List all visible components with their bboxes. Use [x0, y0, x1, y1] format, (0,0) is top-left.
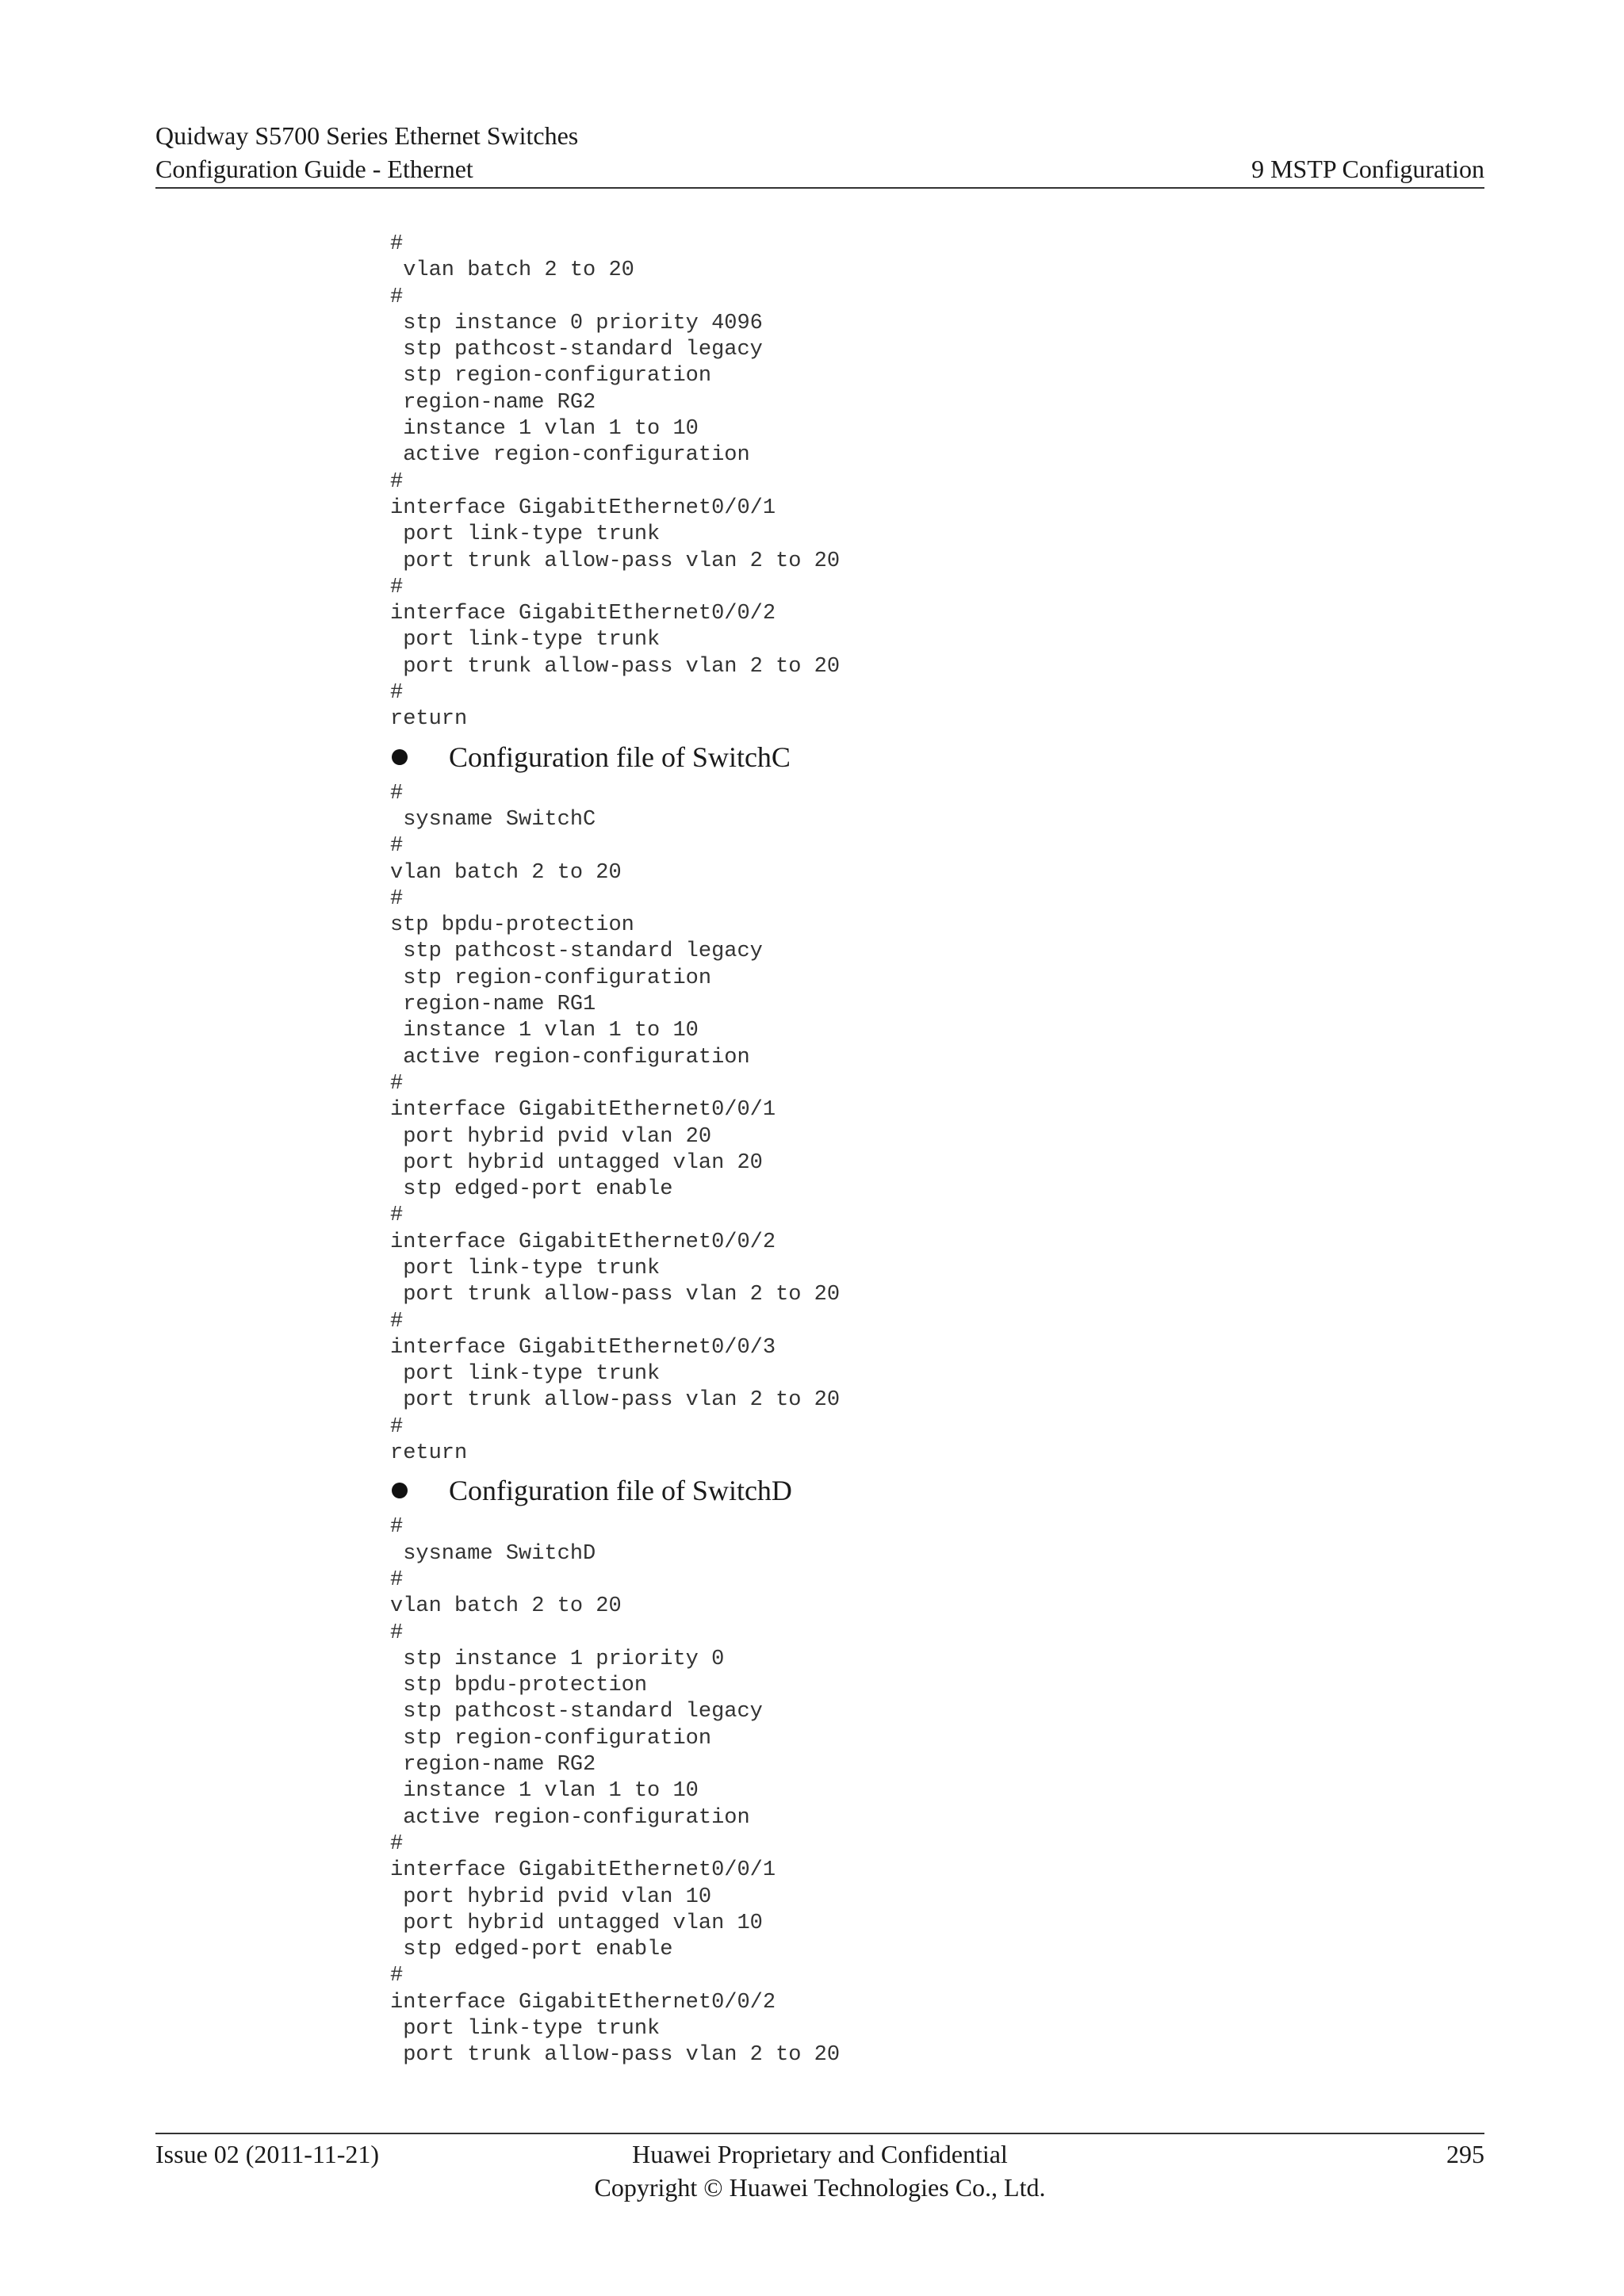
footer-center — [155, 2137, 1484, 2204]
code-block-switchc: # sysname SwitchC # vlan batch 2 to 20 # stp bpdu-protection stp pathcost-standard legacy stp region-configuration region-name RG1 instance 1 vlan 1 to 10 active region-configuration # interface GigabitEthernet0/0/1 port hybrid pvid vlan 20 port hybrid untagged vlan 20 stp edged-port enable # interface GigabitEthernet0/0/2 port link-type trunk port trunk allow-pass vlan 2 to 20 # interface GigabitEthernet0/0/3 port link-type trunk port trunk allow-pass vlan 2 to 20 # return — [390, 781, 841, 1466]
bullet-item-switchd — [390, 1467, 1421, 1514]
bullet-icon — [392, 1483, 408, 1498]
document-body — [390, 232, 1421, 2069]
page-number: 295 — [1446, 2140, 1484, 2168]
page-footer — [155, 2133, 1484, 2214]
header-chapter-title: 9 MSTP Configuration — [1251, 155, 1484, 183]
footer-issue: Issue 02 (2011-11-21) — [155, 2140, 380, 2168]
bullet-label: Configuration file of SwitchD — [449, 1475, 792, 1507]
footer-copyright: Copyright © Huawei Technologies Co., Ltd. — [594, 2173, 1046, 2202]
header-product-title: Quidway S5700 Series Ethernet Switches — [155, 121, 579, 150]
code-block-switchd: # sysname SwitchD # vlan batch 2 to 20 # stp instance 1 priority 0 stp bpdu-protection stp pathcost-standard legacy stp region-configuration region-name RG2 instance 1 vlan 1 to 10 active region-configuration # interface GigabitEthernet0/0/1 port hybrid pvid vlan 10 port hybrid untagged vlan 10 stp edged-port enable # interface GigabitEthernet0/0/2 port link-type trunk port trunk allow-pass vlan 2 to 20 — [390, 1515, 841, 2068]
bullet-label: Configuration file of SwitchC — [449, 740, 791, 773]
bullet-icon — [392, 749, 408, 765]
footer-confidential: Huawei Proprietary and Confidential — [632, 2140, 1008, 2168]
bullet-item-switchc — [390, 733, 1421, 781]
header-guide-title: Configuration Guide - Ethernet — [155, 155, 473, 183]
page-header — [155, 119, 1484, 189]
code-block-switchb-tail: # vlan batch 2 to 20 # stp instance 0 priority 4096 stp pathcost-standard legacy stp region-configuration region-name RG2 instance 1 vlan 1 to 10 active region-configuration # interface GigabitEthernet0/0/1 port link-type trunk port trunk allow-pass vlan 2 to 20 # interface GigabitEthernet0/0/2 port link-type trunk port trunk allow-pass vlan 2 to 20 # return — [390, 232, 841, 732]
